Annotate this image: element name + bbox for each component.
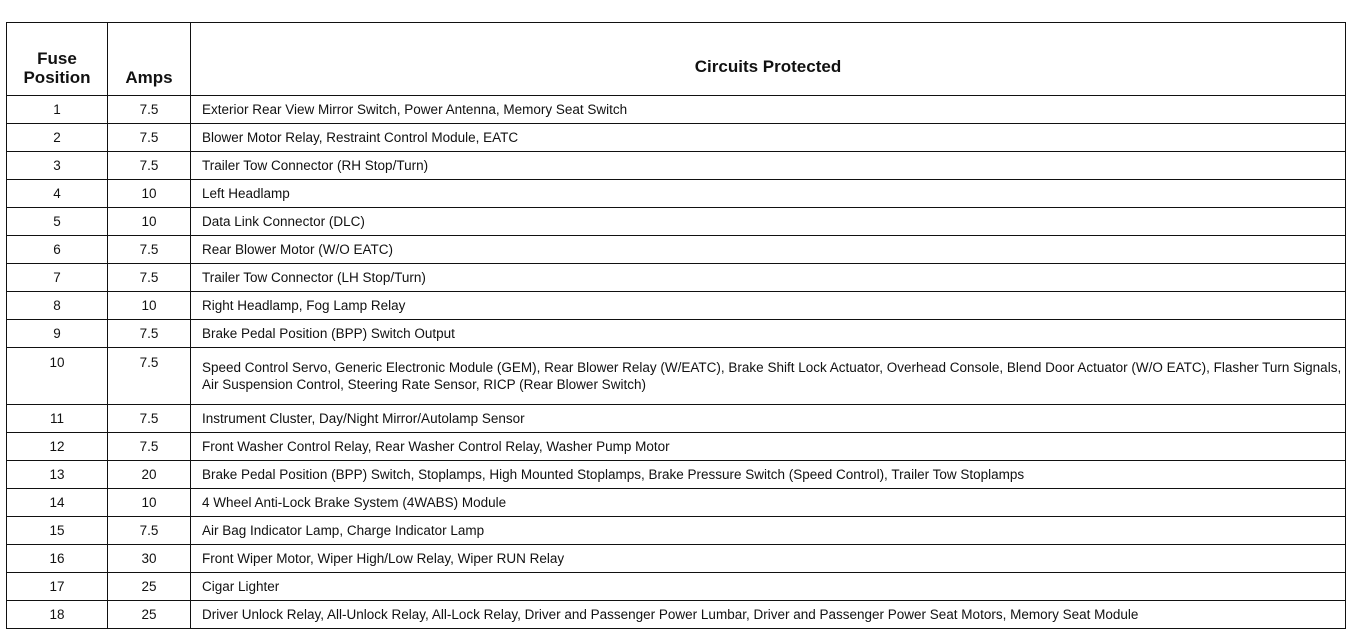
amps-cell: 7.5 bbox=[108, 152, 191, 180]
amps-cell: 20 bbox=[108, 461, 191, 489]
circuits-cell: Data Link Connector (DLC) bbox=[191, 208, 1346, 236]
table-row bbox=[7, 573, 1346, 601]
table-row bbox=[7, 236, 1346, 264]
table-row bbox=[7, 545, 1346, 573]
fuse-position-cell: 18 bbox=[7, 601, 108, 629]
circuits-cell: Exterior Rear View Mirror Switch, Power Antenna, Memory Seat Switch bbox=[191, 96, 1346, 124]
table-row bbox=[7, 320, 1346, 348]
amps-cell: 7.5 bbox=[108, 124, 191, 152]
amps-cell: 30 bbox=[108, 545, 191, 573]
circuits-cell: Instrument Cluster, Day/Night Mirror/Autolamp Sensor bbox=[191, 405, 1346, 433]
fuse-position-cell: 5 bbox=[7, 208, 108, 236]
amps-cell: 10 bbox=[108, 489, 191, 517]
circuits-cell: 4 Wheel Anti-Lock Brake System (4WABS) Module bbox=[191, 489, 1346, 517]
header-row bbox=[7, 23, 1346, 96]
amps-cell: 10 bbox=[108, 292, 191, 320]
circuits-cell: Left Headlamp bbox=[191, 180, 1346, 208]
amps-cell: 7.5 bbox=[108, 96, 191, 124]
table-body bbox=[7, 96, 1346, 629]
fuse-position-cell: 13 bbox=[7, 461, 108, 489]
amps-cell: 7.5 bbox=[108, 264, 191, 292]
table-row bbox=[7, 601, 1346, 629]
amps-cell: 7.5 bbox=[108, 405, 191, 433]
circuits-cell: Right Headlamp, Fog Lamp Relay bbox=[191, 292, 1346, 320]
amps-cell: 7.5 bbox=[108, 433, 191, 461]
amps-cell: 7.5 bbox=[108, 236, 191, 264]
circuits-cell: Speed Control Servo, Generic Electronic Module (GEM), Rear Blower Relay (W/EATC), Brake Shift Lock Actuator, Overhead Console, Blend Door Actuator (W/O EATC), Flasher Turn Signals, Air Suspension Control, Steering Rate Sensor, RICP (Rear Blower Switch) bbox=[191, 348, 1346, 405]
fuse-position-cell: 7 bbox=[7, 264, 108, 292]
circuits-cell: Cigar Lighter bbox=[191, 573, 1346, 601]
amps-cell: 7.5 bbox=[108, 320, 191, 348]
circuits-cell: Air Bag Indicator Lamp, Charge Indicator Lamp bbox=[191, 517, 1346, 545]
fuse-position-cell: 3 bbox=[7, 152, 108, 180]
table-row bbox=[7, 348, 1346, 405]
fuse-position-cell: 10 bbox=[7, 348, 108, 405]
amps-cell: 25 bbox=[108, 573, 191, 601]
table-row bbox=[7, 433, 1346, 461]
table-row bbox=[7, 292, 1346, 320]
amps-cell: 10 bbox=[108, 180, 191, 208]
fuse-position-cell: 1 bbox=[7, 96, 108, 124]
amps-cell: 7.5 bbox=[108, 348, 191, 405]
table-row bbox=[7, 124, 1346, 152]
fuse-position-cell: 9 bbox=[7, 320, 108, 348]
fuse-position-cell: 17 bbox=[7, 573, 108, 601]
header-circuits-protected: Circuits Protected bbox=[191, 23, 1346, 96]
fuse-position-cell: 4 bbox=[7, 180, 108, 208]
table-row bbox=[7, 180, 1346, 208]
table-row bbox=[7, 152, 1346, 180]
circuits-cell: Brake Pedal Position (BPP) Switch Output bbox=[191, 320, 1346, 348]
circuits-cell: Front Washer Control Relay, Rear Washer Control Relay, Washer Pump Motor bbox=[191, 433, 1346, 461]
amps-cell: 10 bbox=[108, 208, 191, 236]
table-row bbox=[7, 489, 1346, 517]
table-row bbox=[7, 517, 1346, 545]
header-fuse-position: Fuse Position bbox=[7, 23, 108, 96]
fuse-position-cell: 2 bbox=[7, 124, 108, 152]
table-row bbox=[7, 208, 1346, 236]
fuse-position-cell: 8 bbox=[7, 292, 108, 320]
circuits-cell: Front Wiper Motor, Wiper High/Low Relay, Wiper RUN Relay bbox=[191, 545, 1346, 573]
circuits-cell: Trailer Tow Connector (LH Stop/Turn) bbox=[191, 264, 1346, 292]
amps-cell: 25 bbox=[108, 601, 191, 629]
fuse-position-cell: 12 bbox=[7, 433, 108, 461]
table-row bbox=[7, 96, 1346, 124]
fuse-position-cell: 16 bbox=[7, 545, 108, 573]
table-row bbox=[7, 264, 1346, 292]
table-row bbox=[7, 461, 1346, 489]
circuits-cell: Blower Motor Relay, Restraint Control Module, EATC bbox=[191, 124, 1346, 152]
fuse-table bbox=[6, 22, 1346, 629]
circuits-cell: Rear Blower Motor (W/O EATC) bbox=[191, 236, 1346, 264]
amps-cell: 7.5 bbox=[108, 517, 191, 545]
circuits-cell: Driver Unlock Relay, All-Unlock Relay, All-Lock Relay, Driver and Passenger Power Lumbar, Driver and Passenger Power Seat Motors, Memory Seat Module bbox=[191, 601, 1346, 629]
table-row bbox=[7, 405, 1346, 433]
circuits-cell: Trailer Tow Connector (RH Stop/Turn) bbox=[191, 152, 1346, 180]
fuse-position-cell: 15 bbox=[7, 517, 108, 545]
fuse-position-cell: 14 bbox=[7, 489, 108, 517]
fuse-position-cell: 11 bbox=[7, 405, 108, 433]
header-amps: Amps bbox=[108, 23, 191, 96]
circuits-cell: Brake Pedal Position (BPP) Switch, Stoplamps, High Mounted Stoplamps, Brake Pressure Switch (Speed Control), Trailer Tow Stoplamps bbox=[191, 461, 1346, 489]
fuse-position-cell: 6 bbox=[7, 236, 108, 264]
